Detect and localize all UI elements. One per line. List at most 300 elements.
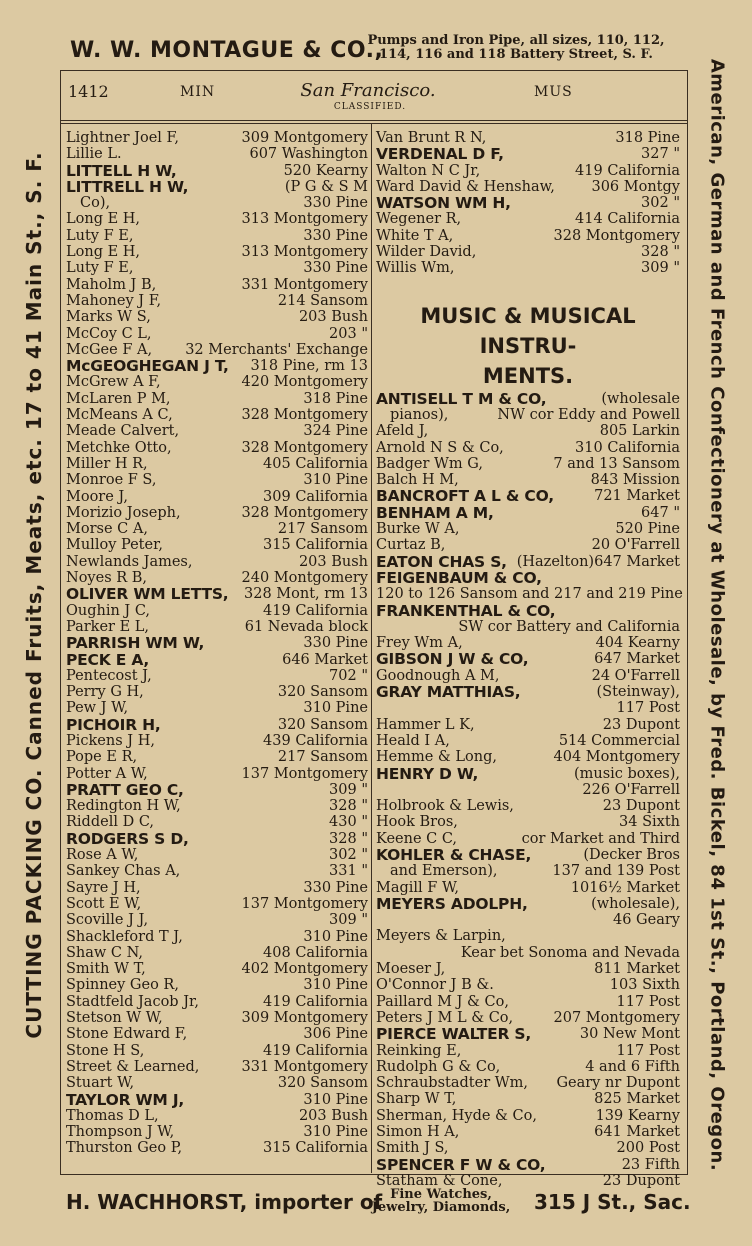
entry-address: 805 Larkin [599, 423, 680, 440]
entry-name: Noyes R B, [66, 570, 148, 587]
entry-address: 23 Dupont [602, 716, 680, 733]
entry-name: Frey Wm A, [376, 635, 463, 652]
entry-name: EATON CHAS S, [376, 552, 507, 571]
entry-name: PRATT GEO C, [66, 780, 184, 799]
entry-address: 207 Montgomery [553, 1009, 680, 1026]
entry-name: Hook Bros, [376, 814, 458, 831]
directory-entry [376, 766, 680, 782]
entry-address: 328 Montgomery [241, 439, 368, 456]
directory-entry [376, 1108, 680, 1124]
entry-name: and Emerson), [390, 863, 498, 880]
entry-address: 302 " [329, 847, 368, 864]
directory-entry [66, 880, 368, 896]
section-gap [376, 277, 680, 301]
entry-address: 139 Kearny [595, 1107, 680, 1124]
entry-address: 20 O'Farrell [591, 537, 680, 554]
entry-address: 203 Bush [298, 1107, 368, 1124]
entry-address: 419 California [575, 162, 680, 179]
directory-entry [376, 505, 680, 521]
right-column [376, 130, 683, 1189]
bottom-advertisement [0, 1180, 752, 1230]
entry-name: OLIVER WM LETTS, [66, 585, 229, 604]
directory-entry [66, 554, 368, 570]
entry-address: 23 Fifth [621, 1156, 680, 1173]
entry-address: 309 California [263, 488, 368, 505]
entry-address: 330 Pine [303, 879, 368, 896]
top-ad-line-1: Pumps and Iron Pipe, all sizes, 110, 112, [367, 33, 665, 48]
entry-address: 117 Post [616, 700, 680, 717]
directory-entry [66, 749, 368, 765]
right-column-top-list [376, 130, 680, 277]
directory-entry [66, 586, 368, 602]
entry-name: Arnold N S & Co, [376, 439, 504, 456]
entry-address: 318 Pine [303, 390, 368, 407]
top-ad-details [336, 34, 696, 62]
top-ad-line-2: 114, 116 and 118 Battery Street, S. F. [379, 47, 653, 62]
music-listings [376, 389, 683, 1190]
entry-name: VERDENAL D F, [376, 145, 504, 164]
entry-address: 702 " [329, 667, 368, 684]
entry-name: KOHLER & CHASE, [376, 845, 532, 864]
entry-name: Moeser J, [376, 961, 446, 978]
entry-name: Magill F W, [376, 879, 459, 896]
entry-address: 419 California [263, 1042, 368, 1059]
entry-address: 24 O'Farrell [591, 667, 680, 684]
directory-entry [376, 130, 680, 146]
entry-address: 23 Dupont [602, 1172, 680, 1189]
entry-name: Street & Learned, [66, 1058, 200, 1075]
directory-entry [376, 717, 680, 733]
entry-name: RODGERS S D, [66, 829, 189, 848]
entry-name: Wilder David, [376, 244, 477, 261]
directory-entry [66, 440, 368, 456]
entry-address: 647 Market [594, 651, 680, 668]
directory-entry [376, 961, 680, 977]
directory-entry [66, 1010, 368, 1026]
entry-name: Holbrook & Lewis, [376, 798, 514, 815]
entry-name: Badger Wm G, [376, 455, 483, 472]
directory-entry [66, 896, 368, 912]
entry-address: 318 Pine [615, 130, 680, 146]
directory-entry [376, 1075, 680, 1091]
directory-entry [376, 1140, 680, 1156]
entry-address: 647 " [641, 504, 680, 521]
directory-entry [376, 228, 680, 244]
entry-name: Hemme & Long, [376, 749, 498, 766]
entry-address: 408 California [263, 944, 368, 961]
entry-name: Balch H M, [376, 472, 459, 489]
directory-entry [66, 766, 368, 782]
left-advertisement [12, 30, 56, 1160]
directory-entry [376, 521, 680, 537]
entry-address: 310 Pine [303, 472, 368, 489]
entry-address: 328 Montgomery [241, 504, 368, 521]
entry-address: 430 " [329, 814, 368, 831]
directory-entry [376, 928, 680, 944]
entry-address: 721 Market [594, 488, 680, 505]
entry-name: Thurston Geo P, [66, 1140, 183, 1157]
directory-entry [66, 130, 368, 146]
entry-name: Sherman, Hyde & Co, [376, 1107, 537, 1124]
directory-entry [66, 342, 368, 358]
entry-name: Shaw C N, [66, 944, 144, 961]
entry-name: Paillard M J & Co, [376, 993, 509, 1010]
right-ad-text: American, German and French Confectionery at Wholesale, by Fred. Bickel, 84 1st St., Portland, Oregon. [706, 58, 728, 1172]
entry-address: 214 Sansom [277, 292, 368, 309]
column-divider [371, 124, 372, 1173]
entry-name: McLaren P M, [66, 390, 171, 407]
entry-name: Perry G H, [66, 684, 144, 701]
entry-name: MEYERS ADOLPH, [376, 894, 528, 913]
entry-name: BANCROFT A L & CO, [376, 487, 554, 506]
directory-entry [66, 505, 368, 521]
directory-entry [66, 782, 368, 798]
entry-name: McGEOGHEGAN J T, [66, 357, 229, 376]
entry-address: Kear bet Sonoma and Nevada [460, 944, 680, 961]
entry-address: 1016½ Market [570, 879, 680, 896]
entry-address: cor Market and Third [521, 830, 680, 847]
directory-entry [66, 977, 368, 993]
entry-address: 117 Post [616, 993, 680, 1010]
entry-address: 520 Kearny [283, 162, 368, 179]
entry-address: SW cor Battery and California [458, 618, 680, 635]
directory-entry [66, 619, 368, 635]
entry-name: Monroe F S, [66, 472, 157, 489]
entry-name: Morizio Joseph, [66, 504, 181, 521]
entry-address: 419 California [263, 993, 368, 1010]
directory-entry [66, 1043, 368, 1059]
directory-entry [66, 293, 368, 309]
directory-entry [66, 717, 368, 733]
entry-address: 405 California [263, 455, 368, 472]
entry-address: 328 " [641, 244, 680, 261]
directory-entry [376, 635, 680, 651]
directory-entry [66, 309, 368, 325]
entry-name: Goodnough A M, [376, 667, 500, 684]
directory-entry [376, 195, 680, 211]
top-advertisement [0, 28, 752, 70]
entry-address: 414 California [575, 211, 680, 228]
bottom-ad-company: H. WACHHORST, importer of [66, 1190, 383, 1214]
bottom-ad-goods-1: Fine Watches, [390, 1187, 492, 1202]
entry-address: 23 Dupont [602, 798, 680, 815]
entry-name: Meade Calvert, [66, 423, 180, 440]
entry-address: 327 " [641, 146, 680, 163]
bottom-ad-address: 315 J St., Sac. [534, 1190, 691, 1214]
directory-entry [376, 472, 680, 488]
page-number: 1412 [68, 82, 109, 101]
entry-address: 200 Post [616, 1140, 680, 1157]
entry-address: 420 Montgomery [241, 374, 368, 391]
entry-address: 61 Nevada block [244, 618, 368, 635]
entry-address: 843 Mission [590, 472, 680, 489]
directory-entry [66, 1092, 368, 1108]
entry-address: 419 California [263, 602, 368, 619]
header-rule [60, 120, 687, 121]
entry-address: 310 Pine [303, 700, 368, 717]
entry-address: 607 Washington [249, 146, 368, 163]
entry-address: 328 Montgomery [553, 227, 680, 244]
directory-entry [66, 961, 368, 977]
directory-entry [376, 554, 680, 570]
directory-entry [376, 211, 680, 227]
entry-name: Schraubstadter Wm, [376, 1075, 528, 1092]
entry-name: Sankey Chas A, [66, 863, 181, 880]
directory-entry [66, 912, 368, 928]
entry-name: HENRY D W, [376, 764, 479, 783]
entry-address: 330 Pine [303, 227, 368, 244]
entry-name: Redington H W, [66, 798, 181, 815]
entry-address: 217 Sansom [277, 521, 368, 538]
entry-address: 402 Montgomery [241, 961, 368, 978]
entry-address: (Decker Bros [583, 846, 680, 863]
bottom-ad-goods-2: Jewelry, Diamonds, [371, 1200, 511, 1215]
directory-entry [66, 456, 368, 472]
entry-address: 240 Montgomery [241, 570, 368, 587]
entry-address: 328 Montgomery [241, 407, 368, 424]
directory-entry [66, 407, 368, 423]
entry-name: Luty F E, [66, 227, 134, 244]
directory-entry [66, 945, 368, 961]
directory-entry [66, 391, 368, 407]
entry-address: 331 " [329, 863, 368, 880]
entry-name: O'Connor J B &. [376, 977, 494, 994]
left-guide-word: MIN [180, 84, 216, 100]
entry-name: ANTISELL T M & CO, [376, 389, 547, 408]
entry-address: (Hazelton)647 Market [516, 553, 680, 570]
directory-entry [66, 326, 368, 342]
entry-address: 439 California [263, 732, 368, 749]
directory-entry [376, 537, 680, 553]
directory-entry [66, 374, 368, 390]
directory-entry [376, 1157, 680, 1173]
entry-name: Scoville J J, [66, 912, 149, 929]
entry-address: 30 New Mont [579, 1026, 680, 1043]
directory-entry [376, 488, 680, 504]
directory-entry [376, 831, 680, 847]
entry-name: Co), [80, 195, 111, 212]
entry-name: PARRISH WM W, [66, 634, 205, 653]
directory-entry [376, 668, 680, 684]
entry-name: Keene C C, [376, 830, 458, 847]
entry-address: (P G & S M [284, 178, 368, 195]
entry-address: 137 Montgomery [241, 895, 368, 912]
entry-name: Sayre J H, [66, 879, 141, 896]
directory-entry [66, 668, 368, 684]
directory-entry [376, 651, 680, 667]
entry-address: 310 Pine [303, 977, 368, 994]
entry-name: Long E H, [66, 211, 141, 228]
entry-name: Reinking E, [376, 1042, 462, 1059]
directory-entry [376, 945, 680, 961]
entry-address: 520 Pine [615, 521, 680, 538]
left-column [66, 130, 368, 1157]
entry-name: Parker E L, [66, 618, 150, 635]
directory-entry [66, 684, 368, 700]
directory-entry [66, 521, 368, 537]
entry-name: Mulloy Peter, [66, 537, 164, 554]
directory-entry [66, 863, 368, 879]
entry-name: Hammer L K, [376, 716, 475, 733]
entry-address: 309 " [641, 260, 680, 277]
entry-address: 313 Montgomery [241, 244, 368, 261]
entry-name: Riddell D C, [66, 814, 155, 831]
entry-name: SPENCER F W & CO, [376, 1155, 546, 1174]
entry-name: PICHOIR H, [66, 715, 161, 734]
directory-entry [376, 1124, 680, 1140]
entry-name: Lillie L. [66, 146, 122, 163]
directory-entry [66, 798, 368, 814]
entry-address: 309 " [329, 781, 368, 798]
entry-address: 646 Market [282, 651, 368, 668]
entry-name: Marks W S, [66, 309, 151, 326]
entry-name: Statham & Cone, [376, 1172, 503, 1189]
music-heading-line-2: MENTS. [482, 363, 574, 388]
directory-entry [376, 912, 680, 928]
entry-address: 318 Pine, rm 13 [250, 358, 368, 375]
directory-entry [66, 358, 368, 374]
entry-name: GIBSON J W & CO, [376, 650, 529, 669]
entry-address: 103 Sixth [609, 977, 680, 994]
entry-name: Rudolph G & Co, [376, 1058, 501, 1075]
directory-entry [66, 652, 368, 668]
section-label: CLASSIFIED. [333, 102, 407, 112]
entry-name: PECK E A, [66, 650, 150, 669]
entry-address: (Steinway), [596, 684, 680, 701]
entry-name: Newlands James, [66, 553, 193, 570]
directory-entry [376, 619, 680, 635]
entry-name: Spinney Geo R, [66, 977, 179, 994]
entry-name: Pew J W, [66, 700, 129, 717]
entry-name: LITTELL H W, [66, 161, 177, 180]
directory-entry [376, 244, 680, 260]
directory-entry [66, 489, 368, 505]
entry-name: Afeld J, [376, 423, 429, 440]
bottom-ad-goods [356, 1188, 526, 1214]
directory-entry [376, 1043, 680, 1059]
entry-address: 310 Pine [303, 1091, 368, 1108]
directory-entry [66, 228, 368, 244]
entry-name: Long E H, [66, 244, 141, 261]
directory-entry [66, 1026, 368, 1042]
entry-name: Willis Wm, [376, 260, 455, 277]
entry-name: GRAY MATTHIAS, [376, 683, 521, 702]
entry-address: (music boxes), [573, 765, 680, 782]
entry-address: 306 Montgy [591, 178, 680, 195]
entry-name: Simon H A, [376, 1124, 460, 1141]
entry-name: Walton N C Jr, [376, 162, 481, 179]
entry-name: McGee F A, [66, 341, 153, 358]
directory-entry [66, 847, 368, 863]
entry-address: 309 " [329, 912, 368, 929]
directory-entry [66, 814, 368, 830]
entry-address: 825 Market [594, 1091, 680, 1108]
directory-entry [66, 244, 368, 260]
entry-name: WATSON WM H, [376, 194, 511, 213]
entry-name: Morse C A, [66, 521, 148, 538]
entry-name: McMeans A C, [66, 407, 173, 424]
directory-entry [66, 700, 368, 716]
directory-entry [66, 423, 368, 439]
directory-entry [66, 1140, 368, 1156]
entry-name: Thompson J W, [66, 1124, 175, 1141]
entry-name: Oughin J C, [66, 602, 151, 619]
directory-entry [376, 456, 680, 472]
entry-address: 309 Montgomery [241, 130, 368, 146]
entry-address: 203 " [329, 325, 368, 342]
entry-address: 137 and 139 Post [552, 863, 680, 880]
entry-address: 217 Sansom [277, 749, 368, 766]
entry-address: 320 Sansom [277, 684, 368, 701]
entry-name: McCoy C L, [66, 325, 152, 342]
directory-entry [66, 195, 368, 211]
entry-name: Sharp W T, [376, 1091, 457, 1108]
entry-address: 514 Commercial [558, 732, 680, 749]
page-header [62, 78, 682, 118]
entry-address: 315 California [263, 537, 368, 554]
entry-name: Pentecost J, [66, 667, 152, 684]
entry-address: 117 Post [616, 1042, 680, 1059]
top-ad-company: W. W. MONTAGUE & CO., [70, 38, 384, 63]
directory-entry [376, 700, 680, 716]
entry-name: Maholm J B, [66, 276, 157, 293]
entry-name: Thomas D L, [66, 1107, 159, 1124]
entry-name: Luty F E, [66, 260, 134, 277]
directory-entry [376, 1059, 680, 1075]
city-title: San Francisco. [300, 80, 436, 101]
entry-name: Burke W A, [376, 521, 460, 538]
directory-entry [376, 749, 680, 765]
directory-entry [66, 146, 368, 162]
directory-entry [376, 163, 680, 179]
directory-entry [66, 603, 368, 619]
directory-entry [376, 847, 680, 863]
directory-entry [66, 1075, 368, 1091]
entry-address: 320 Sansom [277, 716, 368, 733]
directory-entry [66, 635, 368, 651]
entry-name: Shackleford T J, [66, 928, 183, 945]
directory-entry [376, 684, 680, 700]
directory-entry [376, 733, 680, 749]
directory-entry [66, 537, 368, 553]
entry-address: 811 Market [594, 961, 680, 978]
entry-address: 404 Montgomery [553, 749, 680, 766]
directory-entry [376, 994, 680, 1010]
entry-name: Stetson W W, [66, 1010, 163, 1027]
music-heading-line-1: MUSIC & MUSICAL INSTRU- [420, 303, 636, 358]
directory-entry [376, 603, 680, 619]
directory-entry [66, 831, 368, 847]
entry-address: 320 Sansom [277, 1075, 368, 1092]
entry-address: 34 Sixth [619, 814, 680, 831]
entry-name: Van Brunt R N, [376, 130, 487, 146]
directory-entry [376, 1091, 680, 1107]
entry-address: (wholesale), [591, 895, 680, 912]
directory-entry [66, 570, 368, 586]
directory-entry [66, 1059, 368, 1075]
directory-entry [376, 440, 680, 456]
entry-name: White T A, [376, 227, 454, 244]
entry-name: Lightner Joel F, [66, 130, 179, 146]
directory-entry [66, 994, 368, 1010]
entry-address: 315 California [263, 1140, 368, 1157]
directory-entry [66, 929, 368, 945]
entry-address: 310 Pine [303, 928, 368, 945]
entry-name: Miller H R, [66, 455, 148, 472]
entry-address: 330 Pine [303, 260, 368, 277]
entry-address: 4 and 6 Fifth [585, 1058, 680, 1075]
entry-address: 309 Montgomery [241, 1010, 368, 1027]
